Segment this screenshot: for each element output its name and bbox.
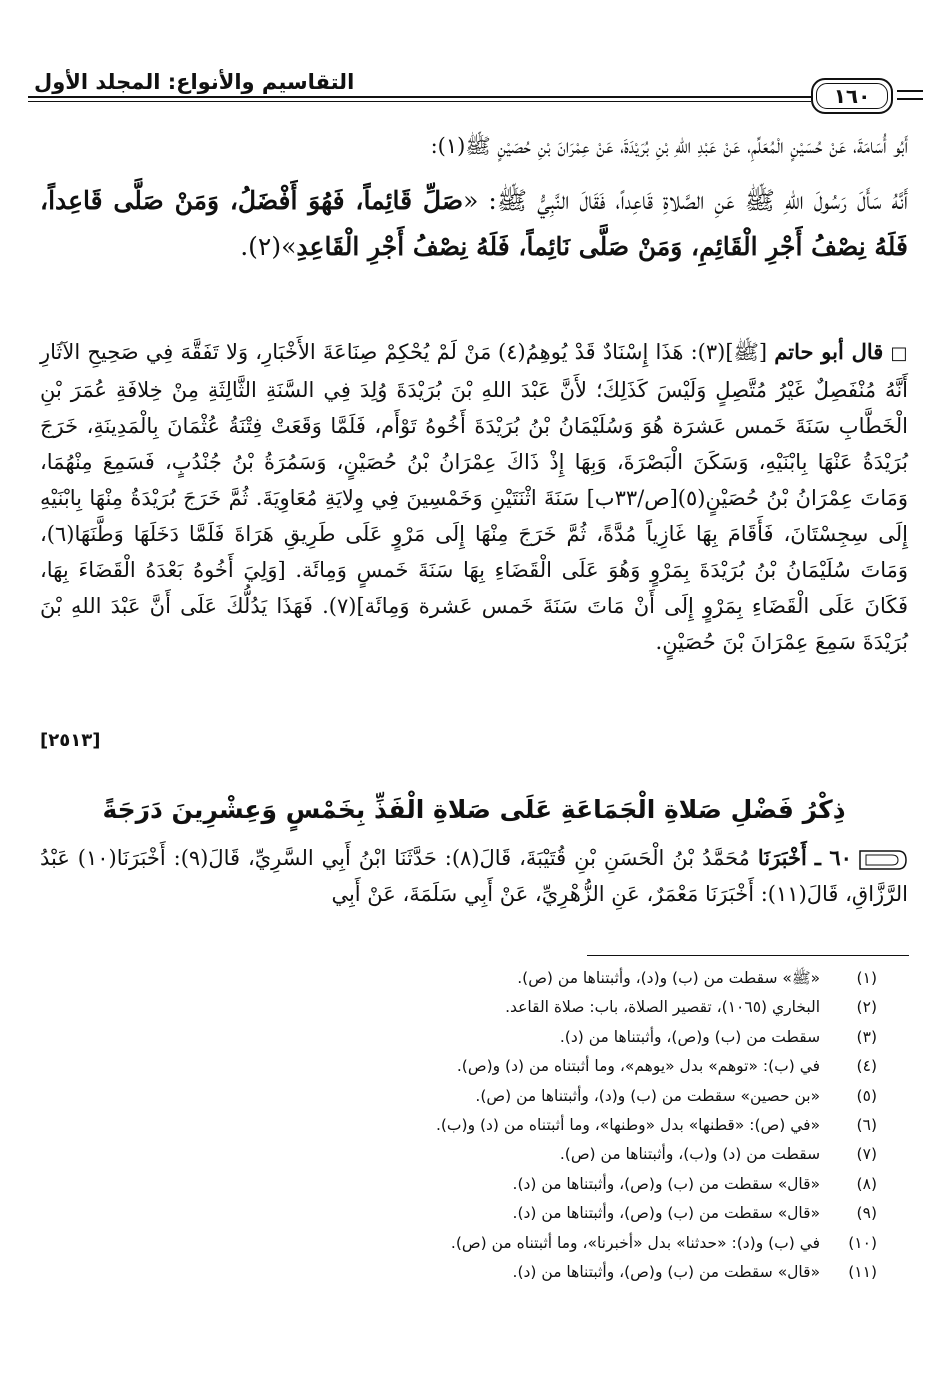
footnote-number: (٢) [856,998,877,1017]
hadith-entry [40,840,908,912]
footnote-item [57,1229,877,1258]
page-number-frame [811,78,893,114]
commentary-text: [ﷺ](٣): هَذَا إِسْنَادٌ قَدْ يُوهِمُ(٤) مَنْ لَمْ يُحْكِمْ صِنَاعَةَ الأَخْبَارِ، وَلا تَفَقَّهَ فِي صَحِيحِ الآثَارِ أَنَّهُ مُنْفَصِلٌ غَيْرُ مُتَّصِلٍ وَلَيْسَ كَذَلِكَ؛ لأَنَّ عَبْدَ اللهِ بْنَ بُرَيْدَةَ وُلِدَ فِي السَّنَةِ الثَّالِثَةِ مِنْ خِلافَةِ عُمَرَ بْنِ الْخَطَّابِ سَنَةَ خَمس عَشرَة هُوَ وَسُلَيْمَانُ بْنُ بُرَيْدَةَ أَخُوهُ تَوْأَم، فَلَمَّا وَقَعَتْ فِتْنَةُ عُثْمَانَ بِالْمَدِينَةِ، خَرَجَ بُرَيْدَةُ عَنْهَا بِابْنَيْهِ، وَسَكَنَ الْبَصْرَةَ، وَبِهَا إِذْ ذَاكَ عِمْرَانُ بْنُ حُصَيْنٍ، وَسَمُرَةُ بْنُ جُنْدُبٍ، فَسَمِعَ مِنْهُمَا، وَمَاتَ عِمْرَانُ بْنُ حُصَيْنٍ(٥)[ص/٣٣ب] سَنَةَ اثْنَتَيْنِ وَخَمْسِينَ فِي وِلايَةِ مُعَاوِيَةَ. ثُمَّ خَرَجَ بُرَيْدَةُ مِنْهَا بِابْنَيْهِ إِلَى سِجِسْتَانَ، فَأَقَامَ بِهَا غَازِياً مُدَّةً، ثُمَّ خَرَجَ مِنْهَا إِلَى مَرْوٍ عَلَى طَرِيقِ هَرَاةَ فَلَمَّا دَخَلَهَا وَطَّنَهَا(٦)، وَمَاتَ سُلَيْمَانُ بْنُ بُرَيْدَةَ بِمَرْوٍ وَهُوَ عَلَى الْقَضَاءِ بِهَا سَنَةَ خَمسٍ وَمِائَة. [وَلِيَ أَخُوهُ بَعْدَهُ الْقَضَاءَ بِهَا، فَكَانَ عَلَى الْقَضَاءِ بِمَرْوٍ إِلَى أَنْ مَاتَ سَنَةَ خَمس عَشرة وَمِائَة](٧). فَهَذَا يَدُلُّكَ عَلَى أَنَّ عَبْدَ اللهِ بْنَ بُرَيْدَةَ سَمِعَ عِمْرَانَ بْنَ حُصَيْنٍ. [40,340,909,654]
footnote-text: «في (ص): «قطنها» بدل «وطنها»، وما أثبتناه من (د) و(ب). [435,1116,821,1135]
footnote-number: (٨) [856,1174,877,1193]
matn-prophetic-speech: صَلِّ قَائِماً، فَهُوَ أَفْضَلُ، وَمَنْ صَلَّى قَاعِداً، فَلَهُ نِصْفُ أَجْرِ الْقَائِمِ، وَمَنْ صَلَّى نَائِماً، فَلَهُ نِصْفُ أَجْرِ الْقَاعِدِ [40,186,908,261]
footnote-item [57,964,877,993]
footnote-item [57,1170,877,1199]
hadith-number: ٦٠ ـ [814,845,852,870]
footnote-item [57,993,877,1022]
page-number: ١٦٠ [833,84,871,108]
hadith-text: مُحَمَّدُ بْنُ الْحَسَنِ بْنِ قُتَيْبَةَ، قَالَ(٨): حَدَّثَنَا ابْنُ أَبِي السَّرِيِّ، قَالَ(٩): أَخْبَرَنَا(١٠) عَبْدُ الرَّزَّاقِ، قَالَ(١١): أَخْبَرَنَا مَعْمَرٌ، عَنِ الزُّهْرِيِّ، عَنْ أَبِي سَلَمَةَ، عَنْ أَبِي [40,846,908,906]
section-heading: ذِكْرُ فَضْلِ صَلاةِ الْجَمَاعَةِ عَلَى صَلاةِ الْفَذِّ بِخَمْسٍ وَعِشْرِينَ دَرَجَةً [102,795,846,824]
footnote-item [57,1052,877,1081]
footnote-item [57,1023,877,1052]
footnote-number: (٥) [856,1086,877,1105]
footnote-item [57,1199,877,1228]
matn-intro: أَنَّهُ سَأَلَ رَسُولَ اللهِ ﷺ عَنِ الصَّلاةِ قَاعِداً، فَقَالَ النَّبِيُّ ﷺ: « [463,186,908,215]
footnote-item [57,1111,877,1140]
footnote-number: (١٠) [848,1233,877,1252]
reference-number: [٢٥١٣] [40,730,101,751]
footnote-text: «قال» سقطت من (ب) و(ص)، وأثبتناها من (د). [512,1174,821,1193]
running-title: التقاسيم والأنواع: المجلد الأول [34,70,355,94]
footnote-text: البخاري (١٠٦٥)، تقصير الصلاة، باب: صلاة القاعد. [505,998,821,1017]
footnote-number: (١) [856,969,877,987]
footnote-item [57,1140,877,1169]
hadith-marker-icon [858,847,908,873]
footnote-text: سقطت من (ب) و(ص)، وأثبتناها من (د). [559,1027,821,1046]
matn-close: »(٢). [240,232,297,261]
footnote-text: «بن حصين» سقطت من (ب) و(د)، وأثبتناها من (ص). [475,1086,821,1105]
header-ornament-lines [897,90,923,100]
hadith-lead: أَخْبَرَنَا [757,845,807,870]
footnote-item [57,1082,877,1111]
footnote-text: «قال» سقطت من (ب) و(ص)، وأثبتناها من (د). [512,1263,821,1282]
header-rule [28,96,811,102]
hadith-matn-paragraph [40,178,908,270]
footnote-number: (٩) [856,1204,877,1223]
footnote-number: (٤) [856,1057,877,1076]
footnote-number: (٦) [856,1116,877,1135]
footnote-text: «قال» سقطت من (ب) و(ص)، وأثبتناها من (د). [512,1204,821,1223]
footnote-separator [587,955,909,956]
footnote-text: سقطت من (د) و(ب)، وأثبتناها من (ص). [559,1145,821,1164]
footnote-text: في (ب) و(د): «حدثنا» بدل «أخبرنا»، وما أثبتناه من (ص). [450,1233,821,1252]
square-bullet-icon: □ [890,343,908,364]
footnote-text: «ﷺ» سقطت من (ب) و(د)، وأثبتناها من (ص). [517,969,821,987]
page-header [28,60,923,112]
footnote-number: (٧) [856,1145,877,1164]
footnote-number: (٣) [856,1027,877,1046]
footnote-item [57,1258,877,1287]
footnotes-list [57,964,877,1287]
commentary-lead: قال أبو حاتم [774,339,884,364]
commentary-paragraph [40,334,908,660]
footnote-text: في (ب): «توهم» بدل «يوهم»، وما أثبتناه من (د) و(ص). [456,1057,821,1076]
isnad-paragraph: أَبُو أُسَامَةَ، عَنْ حُسَيْنٍ الْمُعَلِّمِ، عَنْ عَبْدِ اللهِ بْنِ بُرَيْدَةَ، عَنْ عِمْرَانَ بْنِ حُصَيْنٍ ﷺ(١): [430,134,908,158]
footnote-number: (١١) [848,1263,877,1282]
